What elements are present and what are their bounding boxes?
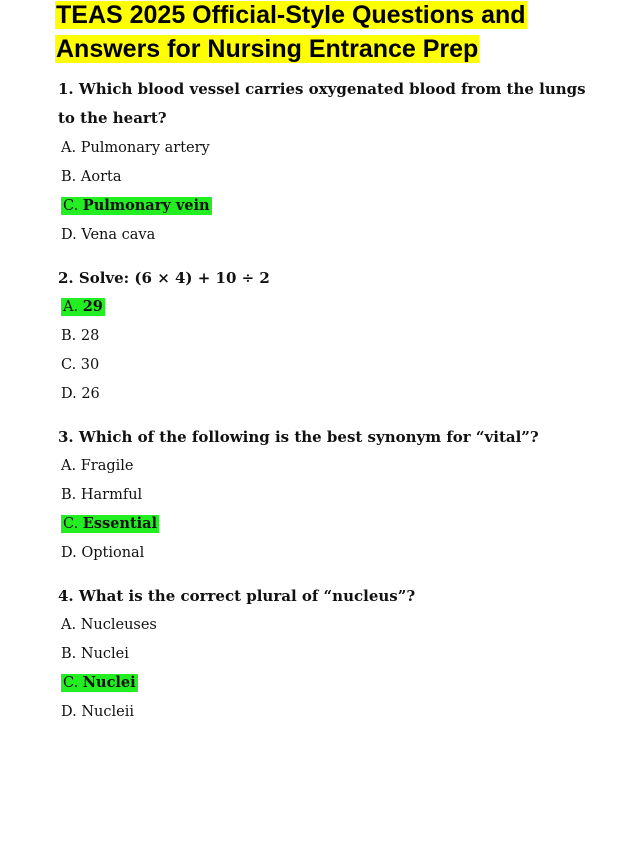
- question-4-option-c-correct: C. Nuclei: [63, 674, 136, 691]
- question-3-text: 3. Which of the following is the best synonym for “vital”?: [58, 428, 539, 446]
- question-4-option-d: D. Nucleii: [61, 704, 134, 720]
- question-4-text: 4. What is the correct plural of “nucleus”?: [58, 587, 416, 605]
- question-4-option-b: B. Nuclei: [61, 646, 129, 662]
- page-title: [55, 0, 635, 68]
- question-2-option-d: D. 26: [61, 386, 100, 402]
- question-3-option-c-correct: C. Essential: [63, 515, 158, 532]
- question-3-option-b: B. Harmful: [61, 487, 143, 503]
- question-1-option-b: B. Aorta: [61, 169, 122, 185]
- question-3-option-d: D. Optional: [61, 545, 145, 561]
- question-2-option-b: B. 28: [61, 328, 100, 344]
- question-2-text: 2. Solve: (6 × 4) + 10 ÷ 2: [58, 269, 270, 287]
- question-4-option-a: A. Nucleuses: [61, 617, 157, 633]
- question-1-option-d: D. Vena cava: [61, 227, 156, 243]
- question-1-option-a: A. Pulmonary artery: [61, 140, 210, 156]
- question-3-option-a: A. Fragile: [61, 458, 134, 474]
- title-line-2: Answers for Nursing Entrance Prep: [56, 35, 479, 63]
- title-line-1: TEAS 2025 Official-Style Questions and: [56, 1, 526, 29]
- question-2-option-a-correct: A. 29: [63, 298, 103, 315]
- question-2-option-c: C. 30: [61, 357, 100, 373]
- question-1-option-c-correct: C. Pulmonary vein: [63, 197, 210, 214]
- question-1-text: 1. Which blood vessel carries oxygenated blood from the lungs to the heart?: [58, 80, 586, 127]
